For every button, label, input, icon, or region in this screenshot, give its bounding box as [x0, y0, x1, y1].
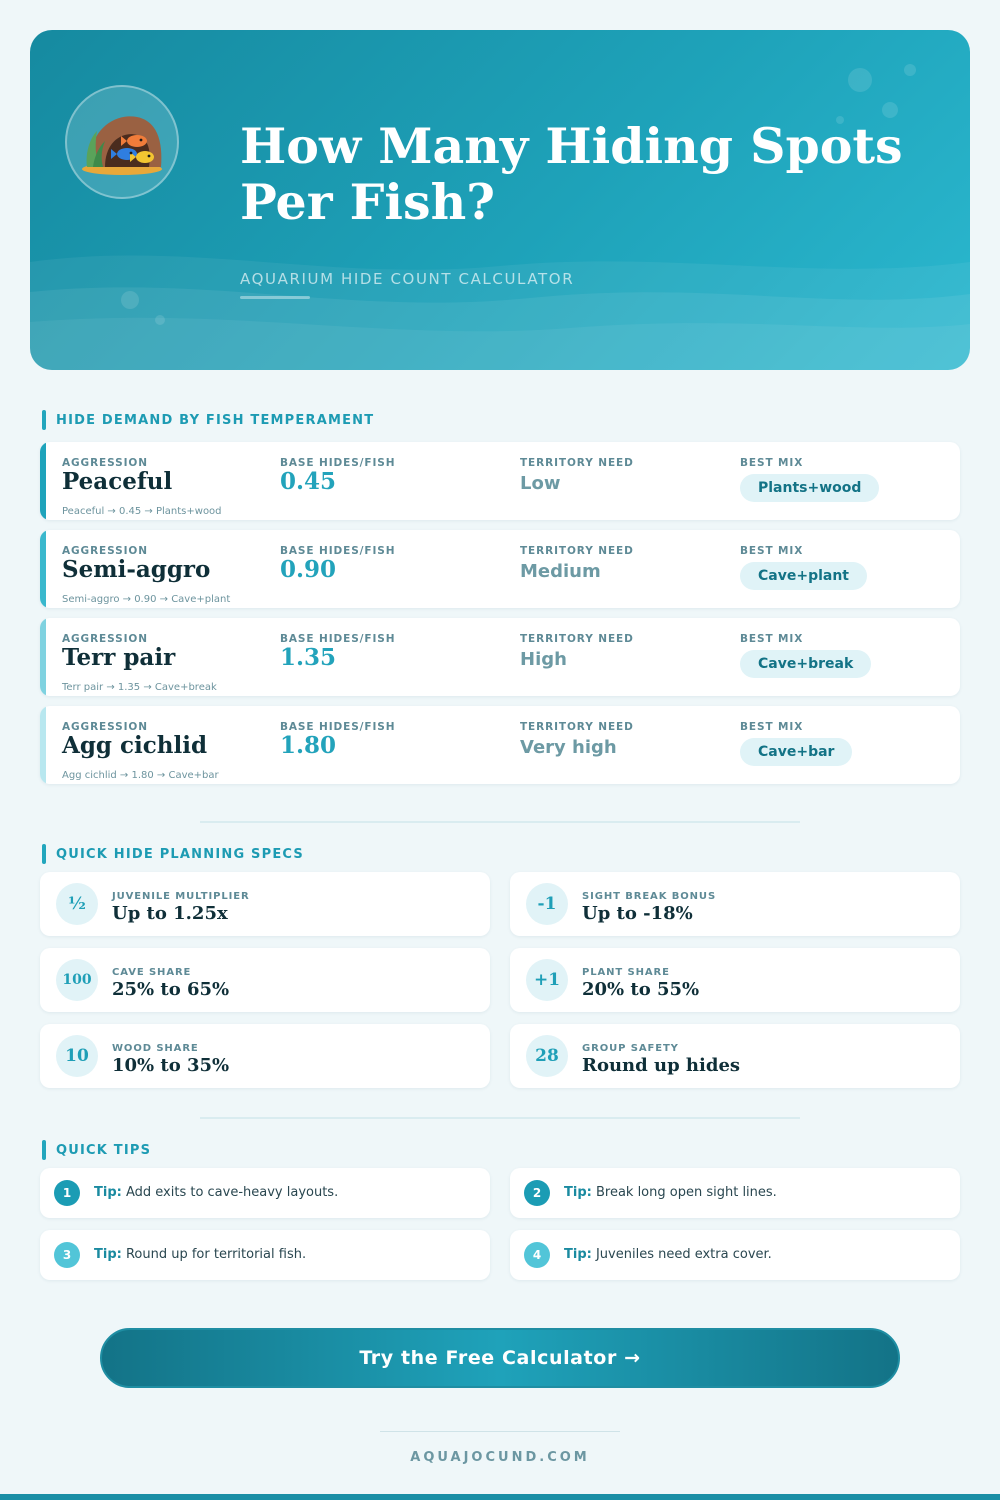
- territory-need-value: Low: [520, 473, 561, 494]
- tip-body: Break long open sight lines.: [595, 1185, 777, 1200]
- row-accent-bar: [40, 442, 46, 520]
- tip-card: [510, 1168, 960, 1218]
- row-summary-note: Semi-aggro → 0.90 → Cave+plant: [62, 594, 231, 605]
- tip-body: Juveniles need extra cover.: [595, 1247, 772, 1262]
- tip-text: [94, 1185, 338, 1200]
- spec-value: Round up hides: [582, 1055, 741, 1076]
- row-accent-bar: [40, 706, 46, 784]
- tip-card: [40, 1230, 490, 1280]
- row-summary-note: Peaceful → 0.45 → Plants+wood: [62, 506, 222, 517]
- divider: [200, 821, 800, 823]
- row-summary-note: Terr pair → 1.35 → Cave+break: [62, 682, 217, 693]
- spec-label: SIGHT BREAK BONUS: [582, 891, 717, 902]
- spec-badge-icon: -1: [526, 883, 568, 925]
- aggression-value: Semi-aggro: [62, 556, 211, 583]
- aggression-label: AGGRESSION: [62, 457, 148, 469]
- temperament-row: [40, 618, 960, 696]
- tip-number-badge: 3: [54, 1242, 80, 1268]
- best-mix-badge: Cave+plant: [740, 562, 867, 590]
- row-summary-note: Agg cichlid → 1.80 → Cave+bar: [62, 770, 219, 781]
- footer-divider: [380, 1431, 620, 1432]
- spec-label: WOOD SHARE: [112, 1043, 199, 1054]
- base-hides-label: BASE HIDES/FISH: [280, 545, 396, 557]
- spec-card: [40, 872, 490, 936]
- spec-badge-icon: 28: [526, 1035, 568, 1077]
- base-hides-value: 1.35: [280, 644, 337, 671]
- section-title: HIDE DEMAND BY FISH TEMPERAMENT: [56, 412, 375, 428]
- territory-need-label: TERRITORY NEED: [520, 721, 634, 733]
- tip-text: [94, 1247, 306, 1262]
- subtitle-underline: [240, 296, 310, 299]
- hero-banner: [30, 30, 970, 370]
- best-mix-badge: Cave+bar: [740, 738, 852, 766]
- tip-text: [564, 1185, 777, 1200]
- spec-badge-icon: ½: [56, 883, 98, 925]
- best-mix-badge: Cave+break: [740, 650, 871, 678]
- spec-badge-icon: 10: [56, 1035, 98, 1077]
- territory-need-value: Very high: [520, 737, 617, 758]
- temperament-row: [40, 442, 960, 520]
- spec-label: JUVENILE MULTIPLIER: [112, 891, 250, 902]
- best-mix-label: BEST MIX: [740, 545, 804, 557]
- try-calculator-button[interactable]: Try the Free Calculator →: [100, 1328, 900, 1388]
- tip-card: [40, 1168, 490, 1218]
- aggression-value: Agg cichlid: [62, 732, 208, 759]
- best-mix-badge: Plants+wood: [740, 474, 879, 502]
- section-accent-bar: [42, 410, 46, 430]
- tip-card: [510, 1230, 960, 1280]
- tip-body: Add exits to cave-heavy layouts.: [125, 1185, 339, 1200]
- bottom-accent-bar: [0, 1494, 1000, 1500]
- divider: [200, 1117, 800, 1119]
- footer-site-link[interactable]: AQUAJOCUND.COM: [410, 1450, 590, 1465]
- base-hides-label: BASE HIDES/FISH: [280, 457, 396, 469]
- spec-value: 20% to 55%: [582, 979, 700, 1000]
- aggression-value: Terr pair: [62, 644, 176, 671]
- section-title: QUICK TIPS: [56, 1142, 152, 1158]
- specs-section-header: [42, 844, 304, 864]
- temperament-section-header: [42, 410, 374, 430]
- spec-card: [40, 1024, 490, 1088]
- spec-card: [510, 1024, 960, 1088]
- tip-number-badge: 4: [524, 1242, 550, 1268]
- temperament-row: [40, 706, 960, 784]
- aggression-label: AGGRESSION: [62, 633, 148, 645]
- tip-body: Round up for territorial fish.: [125, 1247, 307, 1262]
- aggression-label: AGGRESSION: [62, 545, 148, 557]
- territory-need-label: TERRITORY NEED: [520, 633, 634, 645]
- base-hides-value: 1.80: [280, 732, 337, 759]
- section-title: QUICK HIDE PLANNING SPECS: [56, 846, 304, 862]
- page-title: How Many Hiding Spots Per Fish?: [240, 117, 903, 231]
- spec-badge-icon: +1: [526, 959, 568, 1001]
- row-accent-bar: [40, 530, 46, 608]
- temperament-row: [40, 530, 960, 608]
- fish-cave-icon: [65, 85, 179, 199]
- territory-need-label: TERRITORY NEED: [520, 457, 634, 469]
- territory-need-label: TERRITORY NEED: [520, 545, 634, 557]
- tip-prefix: Tip:: [94, 1247, 122, 1262]
- tip-prefix: Tip:: [564, 1247, 592, 1262]
- best-mix-label: BEST MIX: [740, 633, 804, 645]
- spec-label: CAVE SHARE: [112, 967, 192, 978]
- tip-prefix: Tip:: [564, 1185, 592, 1200]
- spec-label: PLANT SHARE: [582, 967, 670, 978]
- tip-prefix: Tip:: [94, 1185, 122, 1200]
- base-hides-value: 0.45: [280, 468, 337, 495]
- base-hides-label: BASE HIDES/FISH: [280, 721, 396, 733]
- aggression-value: Peaceful: [62, 468, 173, 495]
- base-hides-label: BASE HIDES/FISH: [280, 633, 396, 645]
- tip-number-badge: 2: [524, 1180, 550, 1206]
- territory-need-value: High: [520, 649, 567, 670]
- spec-value: 25% to 65%: [112, 979, 230, 1000]
- tips-section-header: [42, 1140, 151, 1160]
- spec-card: [510, 948, 960, 1012]
- spec-value: Up to 1.25x: [112, 903, 228, 924]
- spec-value: 10% to 35%: [112, 1055, 230, 1076]
- best-mix-label: BEST MIX: [740, 457, 804, 469]
- section-accent-bar: [42, 844, 46, 864]
- tip-text: [564, 1247, 772, 1262]
- spec-card: [510, 872, 960, 936]
- best-mix-label: BEST MIX: [740, 721, 804, 733]
- section-accent-bar: [42, 1140, 46, 1160]
- spec-badge-icon: 100: [56, 959, 98, 1001]
- page-subtitle: AQUARIUM HIDE COUNT CALCULATOR: [240, 270, 575, 288]
- territory-need-value: Medium: [520, 561, 601, 582]
- spec-label: GROUP SAFETY: [582, 1043, 679, 1054]
- aggression-label: AGGRESSION: [62, 721, 148, 733]
- row-accent-bar: [40, 618, 46, 696]
- spec-card: [40, 948, 490, 1012]
- base-hides-value: 0.90: [280, 556, 337, 583]
- spec-value: Up to -18%: [582, 903, 693, 924]
- tip-number-badge: 1: [54, 1180, 80, 1206]
